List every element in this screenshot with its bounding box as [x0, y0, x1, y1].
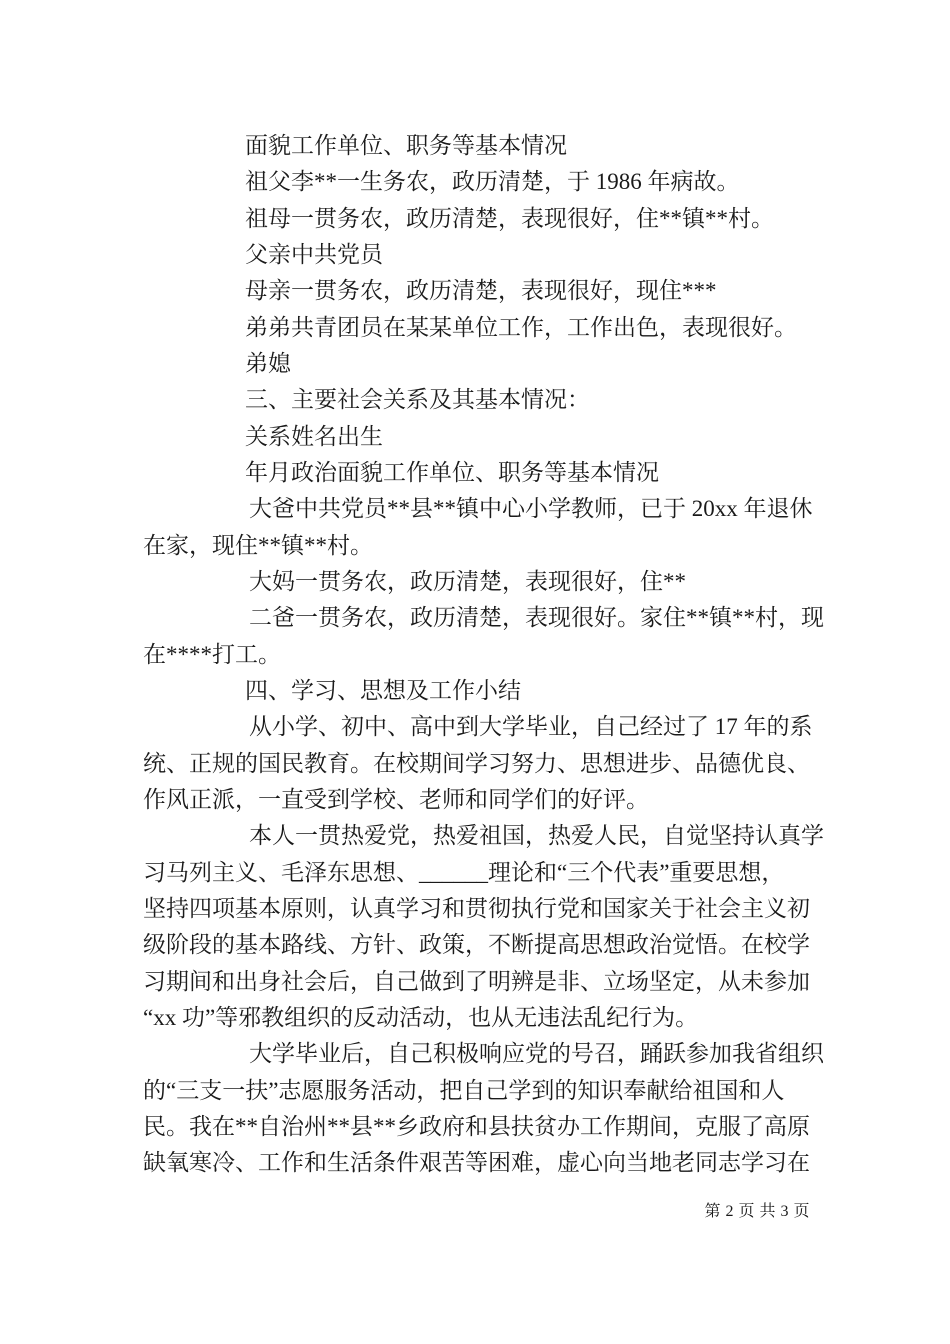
text-line: 坚持四项基本原则，认真学习和贯彻执行党和国家关于社会主义初 — [143, 895, 810, 921]
text-line: 祖母一贯务农，政历清楚，表现很好，住**镇**村。 — [245, 205, 774, 231]
text-line: 祖父李**一生务农，政历清楚，于 1986 年病故。 — [245, 169, 740, 195]
page-number-footer: 第 2 页 共 3 页 — [704, 1203, 810, 1220]
text-line: 作风正派，一直受到学校、老师和同学们的好评。 — [143, 786, 649, 812]
text-line: 面貌工作单位、职务等基本情况 — [245, 133, 567, 158]
text-line: 民。我在**自治州**县**乡政府和县扶贫办工作期间，克服了高原 — [143, 1113, 810, 1139]
text-line: 级阶段的基本路线、方针、政策，不断提高思想政治觉悟。在校学 — [143, 932, 810, 958]
text-line: 关系姓名出生 — [245, 423, 383, 449]
text-line: 母亲一贯务农，政历清楚，表现很好，现住*** — [245, 278, 717, 304]
text-line: 从小学、初中、高中到大学毕业，自己经过了 17 年的系 — [249, 714, 813, 740]
text-line: 大爸中共党员**县**镇中心小学教师，已于 20xx 年退休 — [249, 496, 813, 522]
text-line: 弟媳 — [245, 350, 291, 376]
text-line: 在****打工。 — [143, 641, 281, 667]
text-line: 习马列主义、毛泽东思想、______理论和“三个代表”重要思想， — [143, 859, 785, 885]
text-line: 在家，现住**镇**村。 — [143, 532, 373, 558]
text-line: 年月政治面貌工作单位、职务等基本情况 — [245, 459, 659, 485]
text-line: 父亲中共党员 — [245, 241, 383, 267]
text-line: 三、主要社会关系及其基本情况： — [245, 387, 590, 413]
text-line: 大妈一贯务农，政历清楚，表现很好，住** — [249, 568, 686, 594]
text-line: 大学毕业后，自己积极响应党的号召，踊跃参加我省组织 — [249, 1041, 824, 1067]
text-line: 缺氧寒冷、工作和生活条件艰苦等困难，虚心向当地老同志学习在 — [143, 1150, 810, 1176]
text-line: 四、学习、思想及工作小结 — [245, 677, 521, 703]
text-line: 统、正规的国民教育。在校期间学习努力、思想进步、品德优良、 — [143, 750, 810, 776]
document-body — [143, 128, 824, 1182]
text-line: 的“三支一扶”志愿服务活动，把自己学到的知识奉献给祖国和人 — [143, 1077, 785, 1103]
text-line: 习期间和出身社会后，自己做到了明辨是非、立场坚定，从未参加 — [143, 968, 810, 994]
text-line: “xx 功”等邪教组织的反动活动，也从无违法乱纪行为。 — [143, 1004, 699, 1030]
text-line: 二爸一贯务农，政历清楚，表现很好。家住**镇**村，现 — [249, 605, 824, 631]
text-line: 弟弟共青团员在某某单位工作，工作出色，表现很好。 — [245, 314, 797, 340]
text-line: 本人一贯热爱党，热爱祖国，热爱人民，自觉坚持认真学 — [249, 823, 824, 849]
